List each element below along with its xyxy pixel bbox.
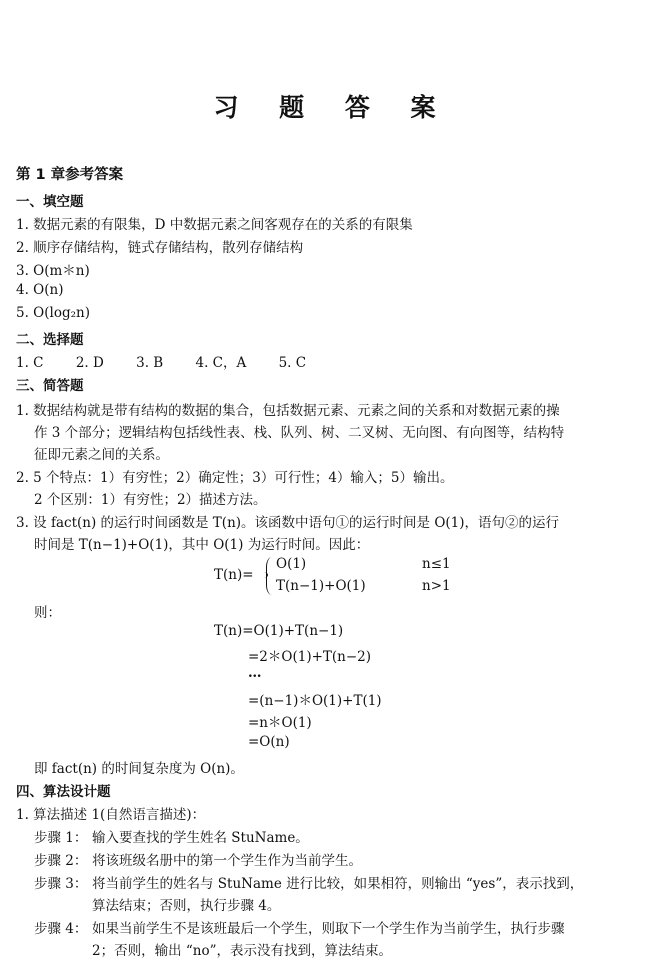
piecewise-case: T(n−1)+O(1)	[276, 578, 366, 594]
piecewise-case: O(1)	[276, 556, 307, 572]
choice-answers	[16, 351, 334, 371]
choice-item: 3. B	[136, 355, 164, 371]
short-answer-line: 作 3 个部分；逻辑结构包括线性表、栈、队列、树、二叉树、无向图、有向图等，结构特	[34, 425, 565, 441]
algo-step-label: 步骤 4：	[34, 921, 88, 937]
derivation-line: =2＊O(1)+T(n−2)	[248, 649, 372, 665]
section-short-heading: 三、简答题	[16, 378, 84, 394]
choice-item: 1. C	[16, 355, 44, 371]
piecewise-condition: n≤1	[422, 556, 451, 572]
fill-item: 5. O(log₂n)	[16, 305, 90, 321]
short-answer-line: 2 个区别：1）有穷性；2）描述方法。	[34, 492, 267, 508]
algo-step-label: 步骤 2：	[34, 853, 88, 869]
algo-step-label: 步骤 1：	[34, 830, 88, 846]
algo-step-text: 如果当前学生不是该班最后一个学生，则取下一个学生作为当前学生，执行步骤	[92, 921, 565, 937]
choice-item: 2. D	[75, 355, 104, 371]
piecewise-lhs: T(n)=	[214, 567, 254, 583]
derivation-line: T(n)=O(1)+T(n−1)	[214, 623, 344, 639]
section-algo-heading: 四、算法设计题	[16, 784, 111, 800]
chapter-heading: 第 1 章参考答案	[16, 167, 124, 183]
algo-step-text: 输入要查找的学生姓名 StuName。	[92, 830, 309, 846]
algo-step-text: 2；否则，输出 “no”，表示没有找到，算法结束。	[92, 943, 393, 959]
short-answer-line: 2. 5 个特点：1）有穷性；2）确定性；3）可行性；4）输入；5）输出。	[16, 470, 454, 486]
section-fill-heading: 一、填空题	[16, 194, 84, 210]
fill-item: 4. O(n)	[16, 282, 64, 298]
algo-step-text: 将当前学生的姓名与 StuName 进行比较，如果相符，则输出 “yes”，表示找到，	[92, 876, 584, 892]
derivation-line: …	[248, 665, 262, 681]
piecewise-brace	[266, 557, 273, 595]
conclusion-line: 即 fact(n) 的时间复杂度为 O(n)。	[34, 761, 244, 777]
derivation-line: =n＊O(1)	[248, 715, 312, 731]
algo-step-text: 算法结束；否则，执行步骤 4。	[92, 898, 281, 914]
short-answer-line: 时间是 T(n−1)+O(1)，其中 O(1) 为运行时间。因此：	[34, 537, 370, 553]
choice-item: 4. C，A	[195, 355, 247, 371]
fill-item: 1. 数据元素的有限集，D 中数据元素之间客观存在的关系的有限集	[16, 217, 413, 233]
short-answer-line: 征即元素之间的关系。	[34, 447, 169, 463]
page-title: 习 题 答 案	[213, 93, 452, 122]
short-answer-line: 1. 数据结构就是带有结构的数据的集合，包括数据元素、元素之间的关系和对数据元素的操	[16, 403, 560, 419]
fill-item: 2. 顺序存储结构，链式存储结构，散列存储结构	[16, 240, 304, 256]
algo-heading: 1. 算法描述 1(自然语言描述)：	[16, 807, 206, 823]
fill-item: 3. O(m＊n)	[16, 263, 90, 279]
algo-step-label: 步骤 3：	[34, 876, 88, 892]
derivation-line: =(n−1)＊O(1)+T(1)	[248, 693, 382, 709]
section-choice-heading: 二、选择题	[16, 332, 84, 348]
choice-item: 5. C	[278, 355, 307, 371]
piecewise-condition: n>1	[422, 578, 451, 594]
algo-step-text: 将该班级名册中的第一个学生作为当前学生。	[92, 853, 362, 869]
derivation-line: =O(n)	[248, 734, 290, 750]
short-answer-line: 3. 设 fact(n) 的运行时间函数是 T(n)。该函数中语句①的运行时间是 O(1)，语句②的运行	[16, 515, 560, 531]
then-label: 则：	[34, 605, 61, 621]
